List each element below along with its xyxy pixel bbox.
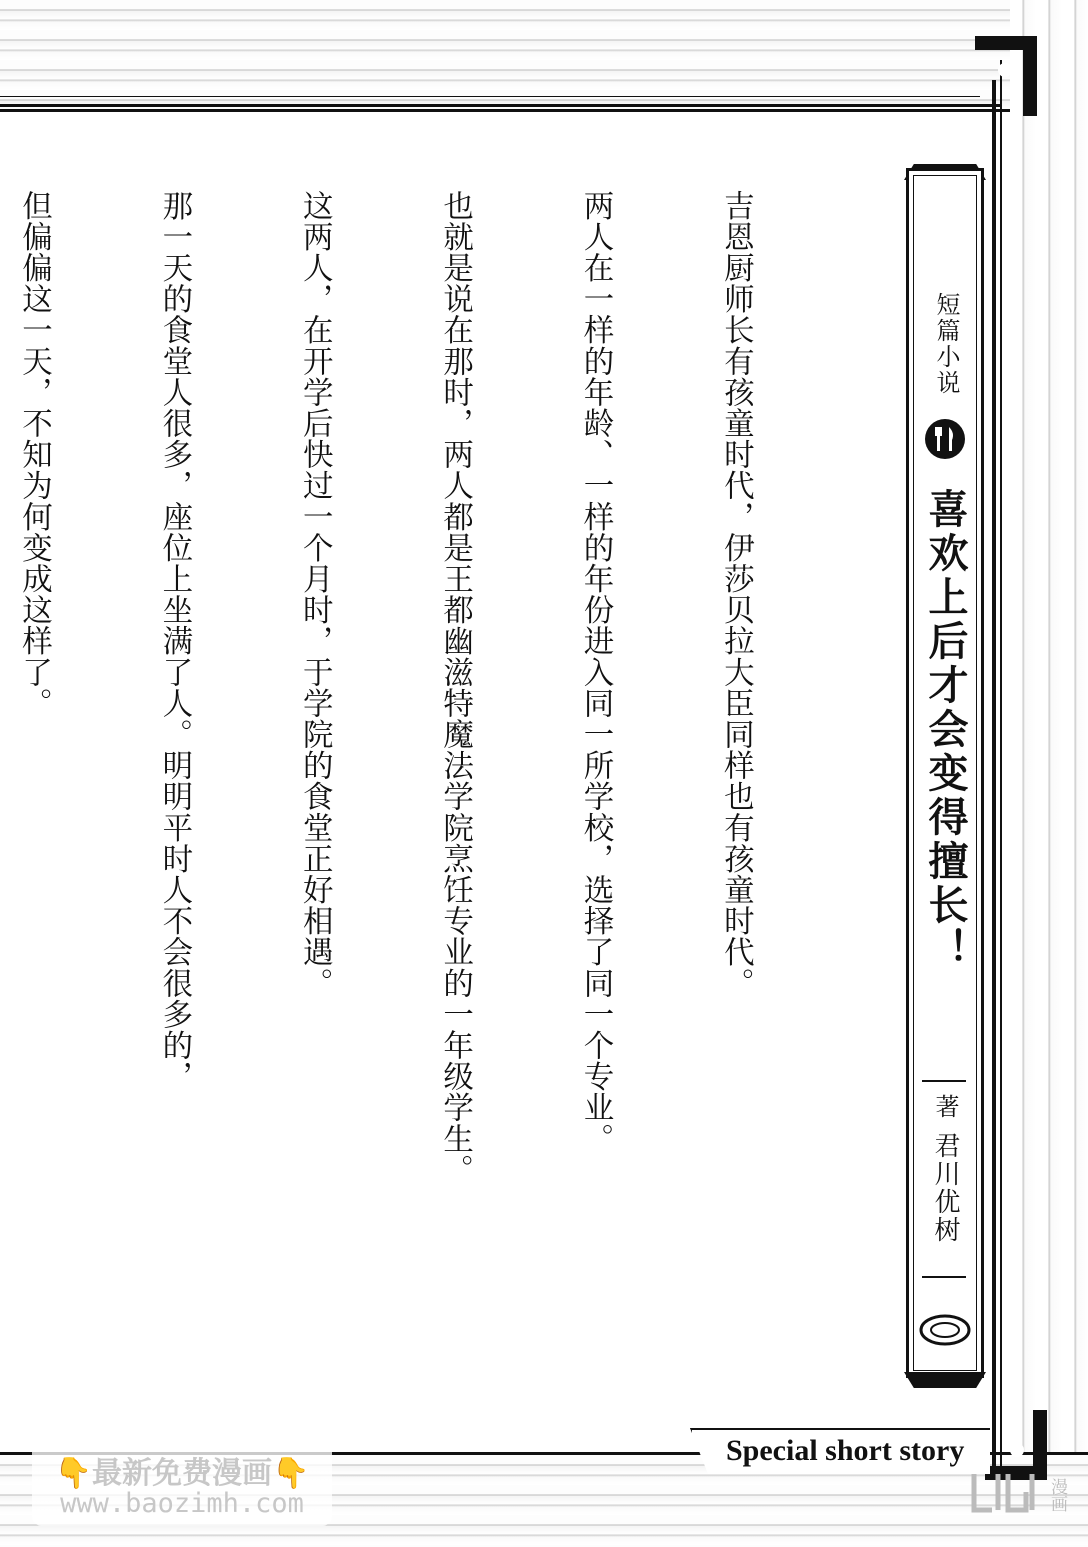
body-line: 两人在一样的年龄、一样的年份进入同一所学校，选择了同一个专业。 [578,190,614,1155]
fork-knife-icon [924,418,966,460]
divider-line [922,1276,966,1278]
author-label: 著 [931,1094,959,1118]
body-line: 但偏偏这一天，不知为何变成这样了。 [16,190,52,719]
title-box-cap [904,1372,986,1388]
body-line: 这两人，在开学后快过一个月时，于学院的食堂正好相遇。 [297,190,333,999]
dish-icon [918,1312,972,1348]
site-logo-text: 漫画 [1047,1478,1067,1512]
body-line: 那一天的食堂人很多，座位上坐满了人。明明平时人不会很多的， [156,190,192,1092]
corner-ornament-top-right [975,36,1037,116]
body-line: 也就是说在那时，两人都是王都幽滋特魔法学院烹饪专业的一年级学生。 [437,190,473,1186]
page-border [1000,60,1002,1470]
category-label: 短篇小说 [932,292,960,396]
page-border [992,80,996,1470]
page-border [0,96,980,97]
story-title: 喜欢上后才会变得擅长！ [922,488,969,972]
special-story-label: Special short story [726,1434,965,1467]
watermark-url[interactable]: www.baozimh.com [60,1488,304,1519]
body-line: 吉恩厨师长有孩童时代，伊莎贝拉大臣同样也有孩童时代。 [718,190,754,999]
wood-background-right [1010,0,1088,1547]
story-body [0,190,852,1340]
divider-line [922,1080,966,1082]
watermark-text: 👇最新免费漫画👇 [54,1456,310,1491]
page-border [0,104,1000,107]
author-name: 君川优树 [930,1132,960,1244]
